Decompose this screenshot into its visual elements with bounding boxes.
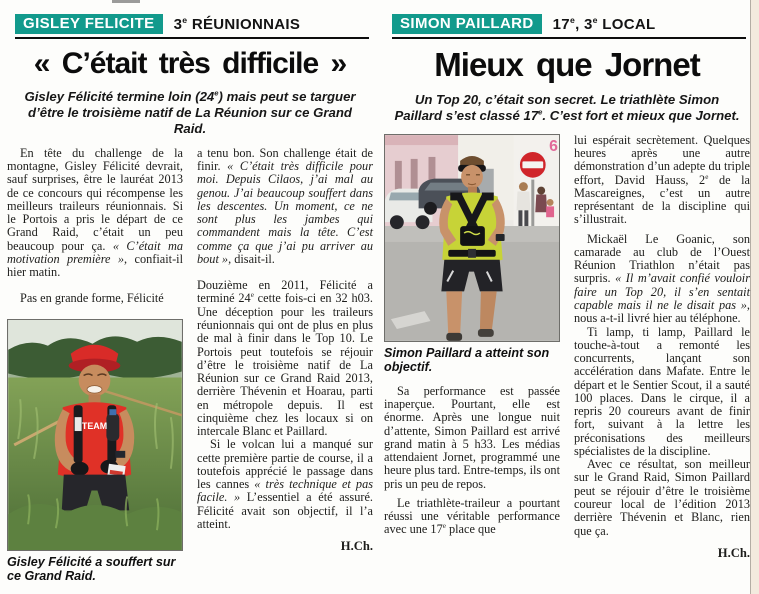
article-columns [7, 147, 373, 584]
pink-glyph: 6 [549, 137, 558, 155]
kicker-rule [15, 37, 369, 39]
subhead-sup: e [538, 107, 543, 117]
photo-figure [384, 134, 560, 375]
watch [115, 451, 125, 458]
paragraph [7, 147, 183, 280]
column-1 [7, 147, 183, 584]
paragraph-text: , confiait-il hier matin. [7, 251, 183, 280]
paragraph-text: de la Mascareignes, c’est un autre représentant de la discipline qui s’illustrait. [574, 172, 750, 227]
kicker-row [15, 14, 373, 34]
buckle [468, 249, 476, 258]
left-leg [446, 291, 462, 335]
paragraph-text: , disait-il. [228, 251, 275, 266]
column-2 [574, 134, 750, 561]
paragraph [197, 279, 373, 438]
glove [71, 461, 89, 475]
ordinal-sup: e [705, 172, 709, 181]
kicker-name-badge: GISLEY FELICITE [15, 14, 163, 34]
shirt-text: TEAM [81, 420, 108, 431]
paragraph-text: , nous a-t-il livré hier au téléphone. [574, 298, 750, 326]
subhead-text: . C’est fort et mieux que Jornet. [542, 107, 740, 123]
paragraph-text: Le triathlète-traileur a pourtant réussi une véritable performance avec une 17 [384, 495, 560, 537]
quote-text: « C’était très difficile pour moi. Depuis Cilaos, j’ai mal au genou. J’ai beaucoup souffert dans les descentes. Un moment, ce ne sont plus les jambes qui commandent mais la tête. C’est comme ça que j’ai pu arriver au bout » [197, 159, 373, 266]
article-columns [384, 134, 750, 561]
ordinal-sup: e [442, 522, 446, 531]
photo-figure [7, 319, 183, 584]
rank-number: 17 [552, 15, 570, 33]
rank-sup: e [182, 14, 188, 25]
bottle [106, 413, 119, 441]
paragraph [574, 233, 750, 326]
subhead [390, 92, 744, 124]
article-gisley-felicite [7, 14, 373, 584]
byline: H.Ch. [717, 545, 750, 560]
window [411, 159, 418, 191]
paragraph [197, 147, 373, 266]
ordinal-sup: e [250, 291, 254, 300]
rank-text: RÉUNIONNAIS [187, 15, 301, 33]
grass-foreground [8, 504, 181, 550]
paragraph: Avec ce résultat, son meilleur sur le Grand Raid, Simon Paillard peut se réjouir d’être le troisième coureur local de l’édition 2013 derrière Thévenin et Blanc, rien que ça. [574, 457, 750, 538]
rank-sup: e [592, 14, 598, 25]
quote-text: « Il m’avait confié vouloir faire un Top 20, il s’en sentait capable mais il ne le disait pas » [574, 271, 751, 313]
paragraph-text: a tenu bon. Son challenge était de finir. [197, 145, 373, 174]
paragraph [197, 438, 373, 531]
paragraph [574, 134, 750, 227]
paragraph-text: lui espérait secrètement. Quelques heures après une autre démonstration d’un adepte du triple effort, David Hauss, 2 [574, 132, 750, 187]
subhead-text: Un Top 20, c’était son secret. Le triathlète Simon Paillard s’est classé 17 [394, 91, 720, 123]
kicker-rank [174, 16, 301, 33]
photo-caption: Simon Paillard a atteint son objectif. [384, 345, 550, 375]
column-2 [197, 147, 373, 584]
column-1 [384, 134, 560, 561]
kicker-rule [392, 37, 746, 39]
subhead-text: Gisley Félicité termine loin (24 [24, 88, 215, 104]
smile [87, 385, 102, 393]
chest-pack [460, 226, 485, 246]
bottle-cap [109, 409, 116, 415]
paragraph [384, 497, 560, 537]
paragraph-text: Mickaël Le Goanic, son camarade au club de l’Ouest Réunion Triathlon n’était pas surpris. [574, 231, 750, 286]
paragraph-text: cette fois-ci en 32 h03. Une déception pour les traileurs réunionnais qui ont de plus en plus de mal à finir dans le Top 10. Le Portois peut toutefois se réjouir d’être le troisième natif de La Réunion sur ce Grand Raid 2013, derrière Thévenin et Hoarau, parti en métropole depuis. Il est cinquième chez les locaux si on intercale Blanc et Paillard. [197, 291, 373, 439]
paragraph: Ti lamp, ti lamp, Paillard le touche-à-tout a remonté les concurrents, lançant son accélération dans Mafate. Entre le départ et le Sentier Scout, il a sauté 100 places. Dans le cirque, il a repris 20 coureurs avant de finir fort, suivant à la lettre les préconisations des meilleurs spécialistes de la discipline. [574, 324, 750, 458]
kicker-row [392, 14, 750, 34]
quote-text: « C’était ma motivation première » [7, 238, 183, 266]
window [395, 161, 402, 191]
quote-text: « très technique et pas facile. » [197, 477, 373, 505]
roofline [385, 135, 458, 145]
paragraph-text: Douzième en 2011, Félicité a terminé 24 [197, 278, 373, 306]
headline: « C’était très difficile » [33, 47, 347, 80]
neck [89, 394, 101, 403]
headline: Mieux que Jornet [434, 46, 700, 83]
subhead-sup: e [214, 88, 219, 98]
paragraph-text: En tête du challenge de la montagne, Gisley Félicité devrait, sauf surprises, être le lauréat 2013 de ce concours qui récompense les meilleurs traileurs réunionnais. Si le Portois a pris le départ de ce Grand Raid, c’était un peu beaucoup pour ça. [7, 145, 183, 253]
strap-label [75, 417, 82, 431]
rank-text: LOCAL [597, 15, 656, 33]
subhead [13, 89, 367, 137]
gisley-photo [7, 319, 183, 551]
shoe [478, 329, 494, 337]
kicker-name-badge: SIMON PAILLARD [392, 14, 542, 34]
harness-strap [74, 405, 83, 463]
photo-caption: Gisley Félicité a souffert sur ce Grand Raid. [7, 554, 176, 584]
paragraph: Pas en grande forme, Félicité [20, 291, 164, 306]
paragraph-text: L’essentiel a été assuré. Félicité avait son objectif, il l’a atteint. [197, 490, 373, 531]
paillard-photo [384, 134, 560, 342]
article-simon-paillard [384, 14, 750, 560]
watch [496, 234, 505, 241]
byline: H.Ch. [340, 539, 373, 554]
paragraph: Sa performance est passée inaperçue. Pourtant, elle est énorme. Après une longue nuit d’attente, Simon Paillard est arrivé grand matin à 5 h33. Les médias attendaient Jornet, programmé une heure plus tard. Entre-temps, ils ont pris un peu de repos. [384, 383, 560, 491]
kicker-rank [553, 16, 656, 33]
paragraph-text: place que [445, 522, 496, 537]
page-edge-strip [750, 0, 759, 594]
paragraph-text: Si le volcan lui a manqué sur cette première partie de course, il a toutefois apprécié le passage dans les cannes [197, 437, 373, 492]
shoe [446, 333, 462, 341]
rank-number: , 3 [575, 15, 593, 33]
rank-number: 3 [173, 15, 183, 33]
rank-sup: e [569, 14, 576, 25]
subhead-text: ) mais peut se targuer d’être le troisième natif de La Réunion sur ce Grand Raid. [28, 88, 356, 136]
scan-artifact [112, 0, 140, 3]
